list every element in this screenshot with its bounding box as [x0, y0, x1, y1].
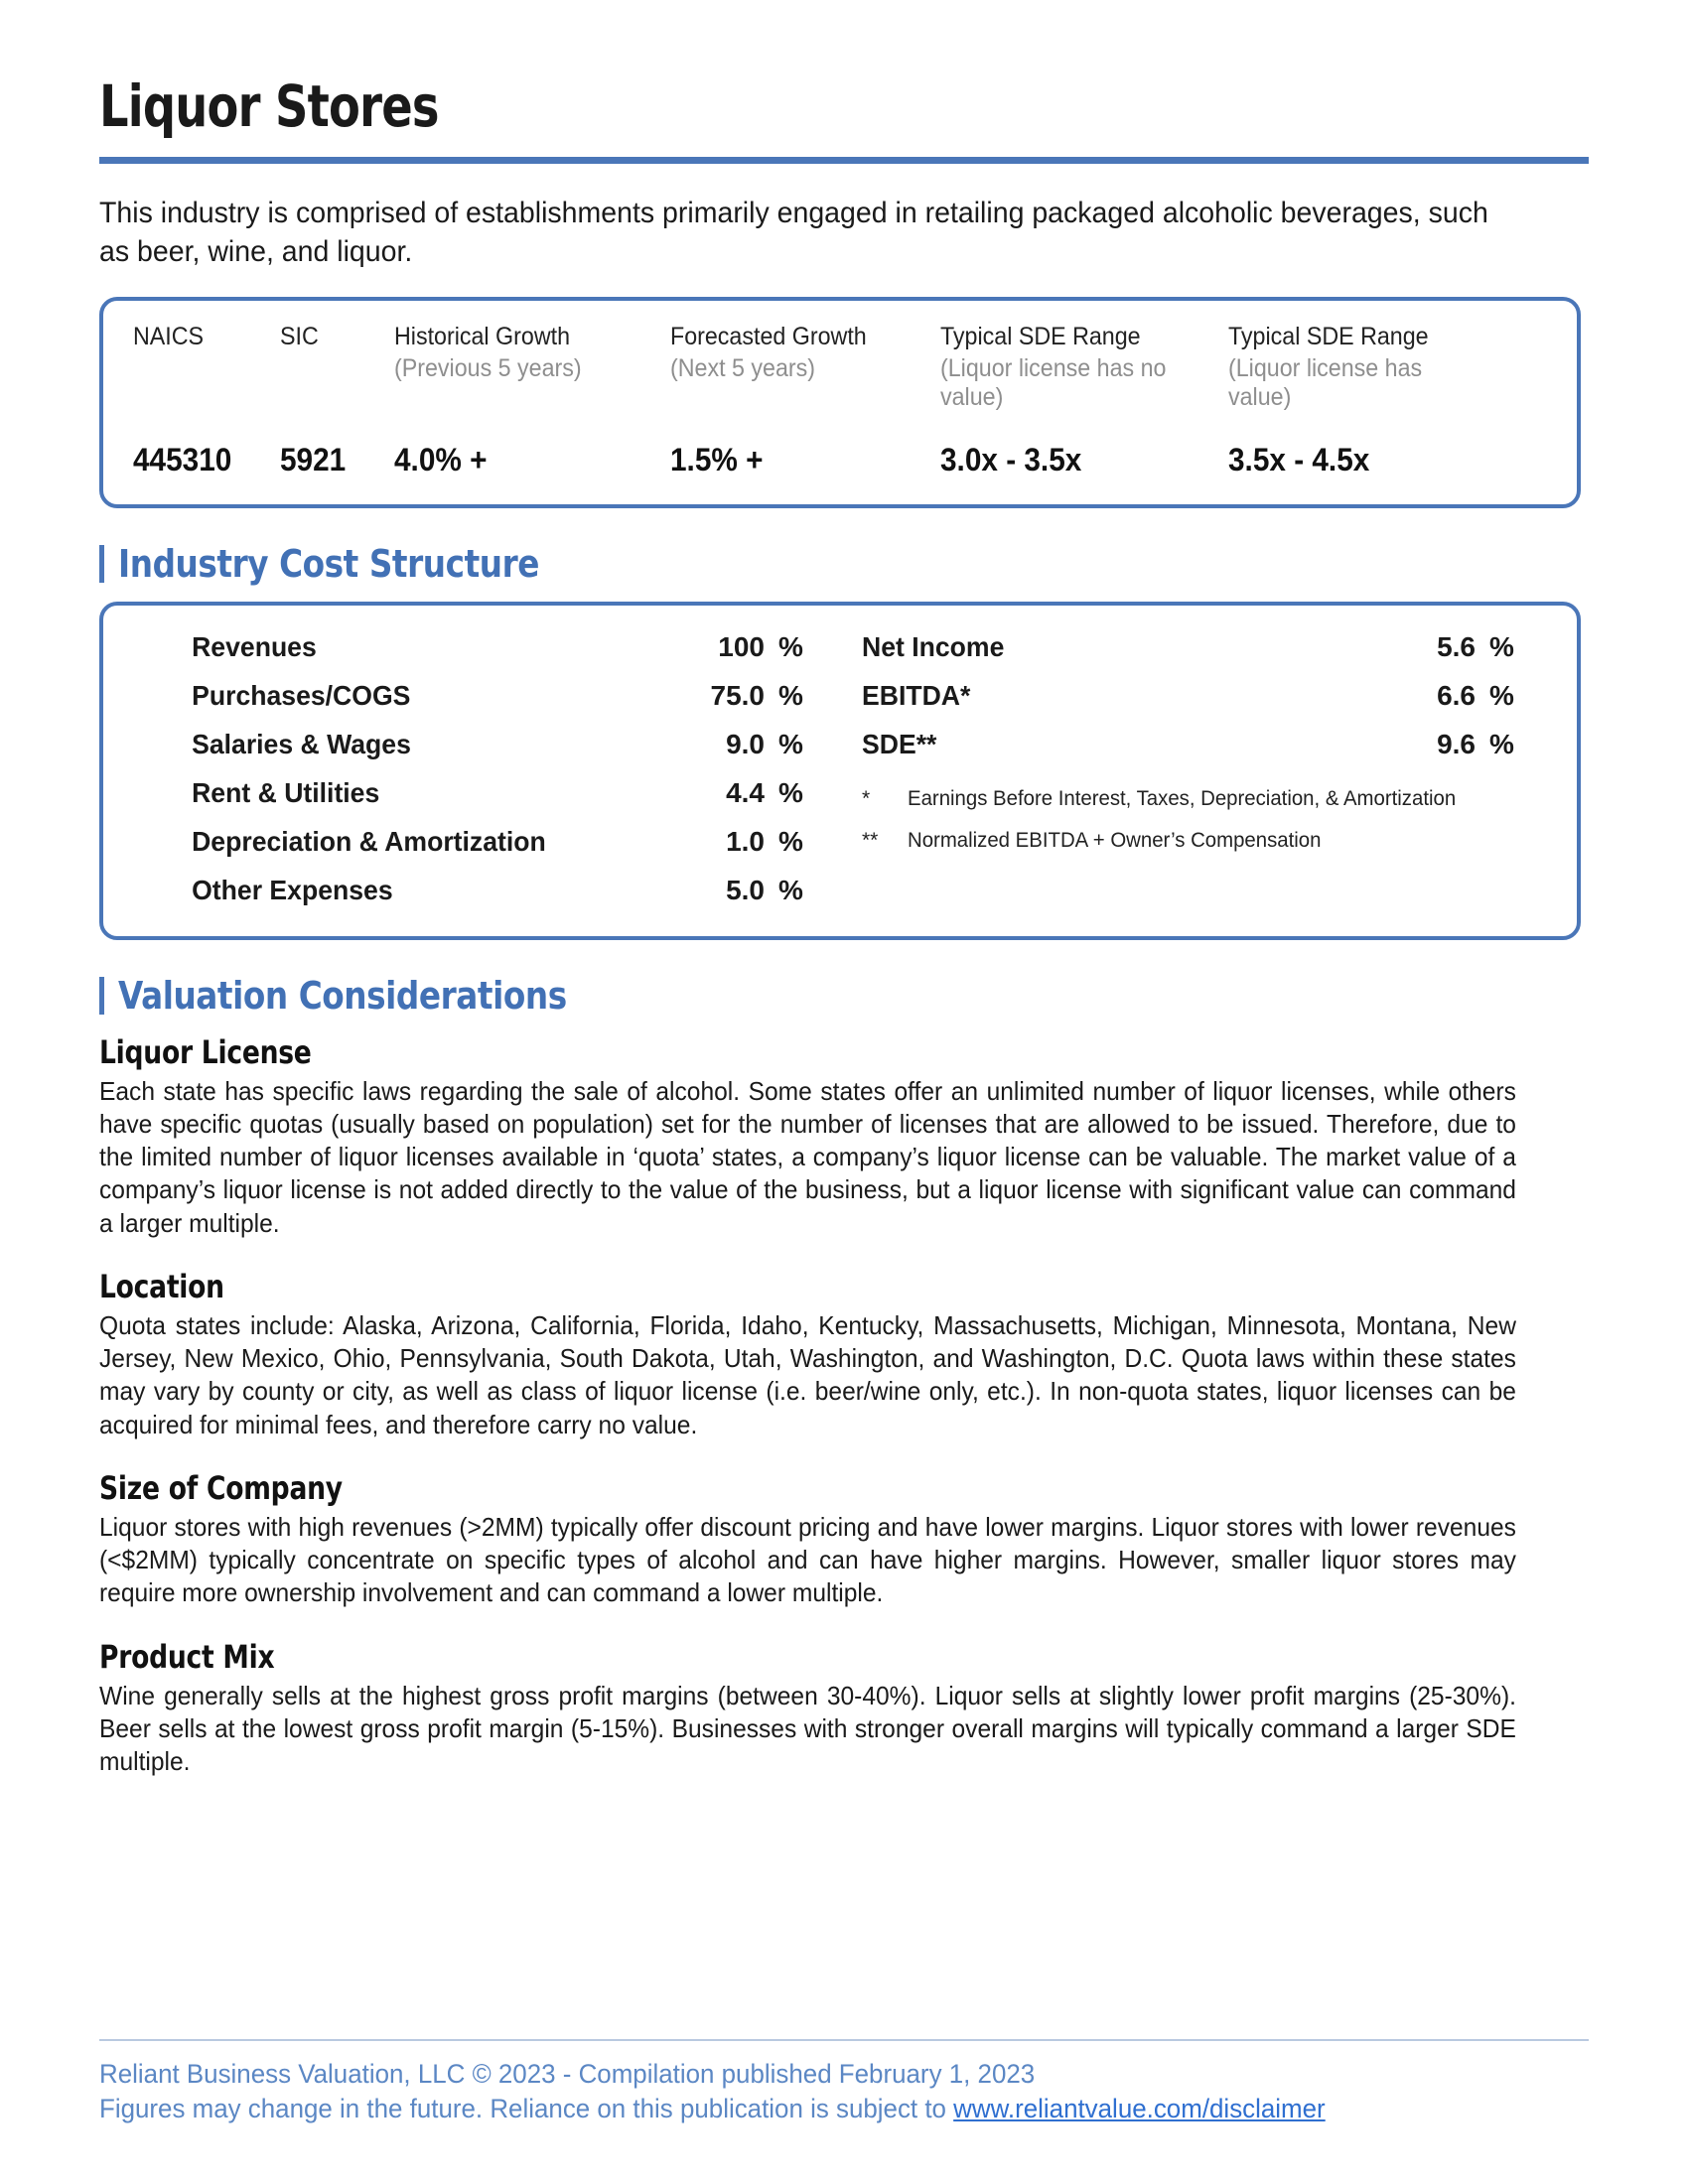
cost-unit: %: [778, 874, 803, 905]
cost-unit: %: [1489, 679, 1514, 711]
footer-disclaimer-text: Figures may change in the future. Reliance on this publication is subject to: [99, 2093, 954, 2123]
stat-value: 1.5% +: [670, 441, 764, 478]
footnote-marker: *: [862, 786, 871, 810]
cost-structure-right-column: [832, 631, 1543, 906]
stat-label: Typical SDE Range: [940, 323, 1141, 350]
section-heading-valuation-considerations: [99, 974, 1589, 1018]
consideration-title: Liquor License: [99, 1032, 312, 1071]
stat-value: 3.0x - 3.5x: [940, 441, 1082, 478]
stat-sde-range-license-value: [1228, 323, 1506, 478]
footnote-text: Normalized EBITDA + Owner’s Compensation: [908, 829, 1322, 853]
table-row: [137, 875, 832, 906]
footnote-text: Earnings Before Interest, Taxes, Depreciation, & Amortization: [908, 786, 1457, 810]
consideration-body: Each state has specific laws regarding the sale of alcohol. Some states offer an unlimited number of liquor licenses, while others have specific quotas (usually based on population) set for the number of licenses that are allowed to be issued. Therefore, due to the limited number of liquor licenses available in ‘quota’ states, a company’s liquor license can be valuable. The market value of a company’s liquor license is not added directly to the value of the business, but a liquor license with significant value can command a larger multiple.: [99, 1075, 1516, 1238]
consideration-liquor-license: [99, 1033, 1589, 1240]
stat-label: SIC: [280, 323, 319, 350]
section-heading-cost-structure: [99, 542, 1589, 586]
cost-structure-footnotes: [862, 786, 1543, 856]
cost-value: 1.0: [726, 825, 765, 857]
consideration-size-of-company: [99, 1469, 1589, 1610]
section-accent-bar: [99, 545, 104, 583]
table-row: [137, 729, 832, 760]
stat-value: 4.0% +: [394, 441, 488, 478]
section-title: Valuation Considerations: [118, 973, 567, 1018]
section-title: Industry Cost Structure: [118, 541, 540, 586]
cost-unit: %: [778, 679, 803, 711]
valuation-considerations-list: [99, 1033, 1589, 1779]
cost-label: Purchases/COGS: [192, 679, 411, 711]
cost-value: 9.6: [1437, 728, 1476, 759]
table-row: [137, 680, 832, 712]
footnote: [862, 828, 1543, 855]
cost-unit: %: [778, 776, 803, 808]
footer-copyright: Reliant Business Valuation, LLC © 2023 - Compilation published February 1, 2023: [99, 2058, 1036, 2089]
stat-label: NAICS: [133, 323, 205, 350]
cost-value: 9.0: [726, 728, 765, 759]
stat-sublabel: [280, 354, 386, 416]
cost-value: 75.0: [710, 679, 765, 711]
stat-sic: [280, 323, 394, 478]
consideration-title: Size of Company: [99, 1468, 343, 1507]
cost-unit: %: [778, 728, 803, 759]
table-row: [137, 631, 832, 663]
stat-forecasted-growth: [670, 323, 940, 478]
stat-sublabel: (Liquor license has no value): [940, 353, 1167, 411]
cost-label: SDE**: [862, 728, 937, 759]
consideration-location: [99, 1268, 1589, 1441]
stat-label: Forecasted Growth: [670, 323, 867, 350]
cost-value: 6.6: [1437, 679, 1476, 711]
stat-value: 5921: [280, 441, 347, 478]
stat-sublabel: [133, 354, 270, 416]
stat-label: Typical SDE Range: [1228, 323, 1429, 350]
stat-value: 3.5x - 4.5x: [1228, 441, 1370, 478]
consideration-body: Quota states include: Alaska, Arizona, California, Florida, Idaho, Kentucky, Massachusetts, Michigan, Minnesota, Montana, New Jersey, New Mexico, Ohio, Pennsylvania, South Dakota, Utah, Washington, and Washington, D.C. Quota laws within these states may vary by county or city, as well as class of liquor license (i.e. beer/wine only, etc.). In non-quota states, liquor licenses can be acquired for minimal fees, and therefore carry no value.: [99, 1309, 1516, 1439]
footnote-marker: **: [862, 829, 879, 853]
cost-label: Other Expenses: [192, 874, 393, 905]
cost-value: 5.6: [1437, 630, 1476, 662]
footer-divider: [99, 2039, 1589, 2041]
footer-disclaimer: [99, 2092, 1529, 2126]
consideration-title: Product Mix: [99, 1637, 275, 1676]
table-row: [137, 826, 832, 858]
page-footer: [99, 2039, 1589, 2126]
stat-sublabel: (Next 5 years): [670, 353, 815, 382]
cost-structure-left-column: [137, 631, 832, 906]
stat-value: 445310: [133, 441, 232, 478]
cost-unit: %: [778, 825, 803, 857]
cost-value: 4.4: [726, 776, 765, 808]
cost-label: Net Income: [862, 630, 1005, 662]
stat-historical-growth: [394, 323, 670, 478]
stat-sublabel: (Liquor license has value): [1228, 353, 1423, 411]
table-row: [862, 631, 1543, 663]
consideration-product-mix: [99, 1638, 1589, 1779]
cost-structure-box: [99, 602, 1581, 940]
cost-unit: %: [1489, 728, 1514, 759]
page-title: Liquor Stores: [99, 72, 439, 140]
cost-label: Rent & Utilities: [192, 776, 380, 808]
cost-value: 5.0: [726, 874, 765, 905]
cost-label: Depreciation & Amortization: [192, 825, 546, 857]
cost-unit: %: [1489, 630, 1514, 662]
section-accent-bar: [99, 977, 104, 1015]
cost-label: Salaries & Wages: [192, 728, 411, 759]
footnote: [862, 786, 1543, 813]
table-row: [862, 680, 1543, 712]
consideration-body: Wine generally sells at the highest gross profit margins (between 30-40%). Liquor sells at slightly lower profit margins (25-30%). Beer sells at the lowest gross profit margin (5-15%). Businesses with stronger overall margins will typically command a larger SDE multiple.: [99, 1680, 1516, 1777]
stat-sublabel: (Previous 5 years): [394, 353, 582, 382]
disclaimer-link[interactable]: www.reliantvalue.com/disclaimer: [953, 2093, 1326, 2123]
cost-unit: %: [778, 630, 803, 662]
consideration-title: Location: [99, 1267, 224, 1305]
intro-paragraph: This industry is comprised of establishments primarily engaged in retailing packaged alcoholic beverages, such as beer, wine, and liquor.: [99, 197, 1488, 268]
stat-label: Historical Growth: [394, 323, 571, 350]
cost-value: 100: [718, 630, 765, 662]
cost-label: Revenues: [192, 630, 317, 662]
cost-label: EBITDA*: [862, 679, 971, 711]
consideration-body: Liquor stores with high revenues (>2MM) typically offer discount pricing and have lower margins. Liquor stores with lower revenues (<$2MM) typically concentrate on specific types of alcohol and can have higher margins. However, smaller liquor stores may require more ownership involvement and can command a lower multiple.: [99, 1511, 1516, 1608]
table-row: [862, 729, 1543, 760]
title-divider: [99, 157, 1589, 164]
industry-stats-box: [99, 297, 1581, 508]
stat-sde-range-no-license-value: [940, 323, 1228, 478]
stat-naics: [133, 323, 280, 478]
table-row: [137, 777, 832, 809]
